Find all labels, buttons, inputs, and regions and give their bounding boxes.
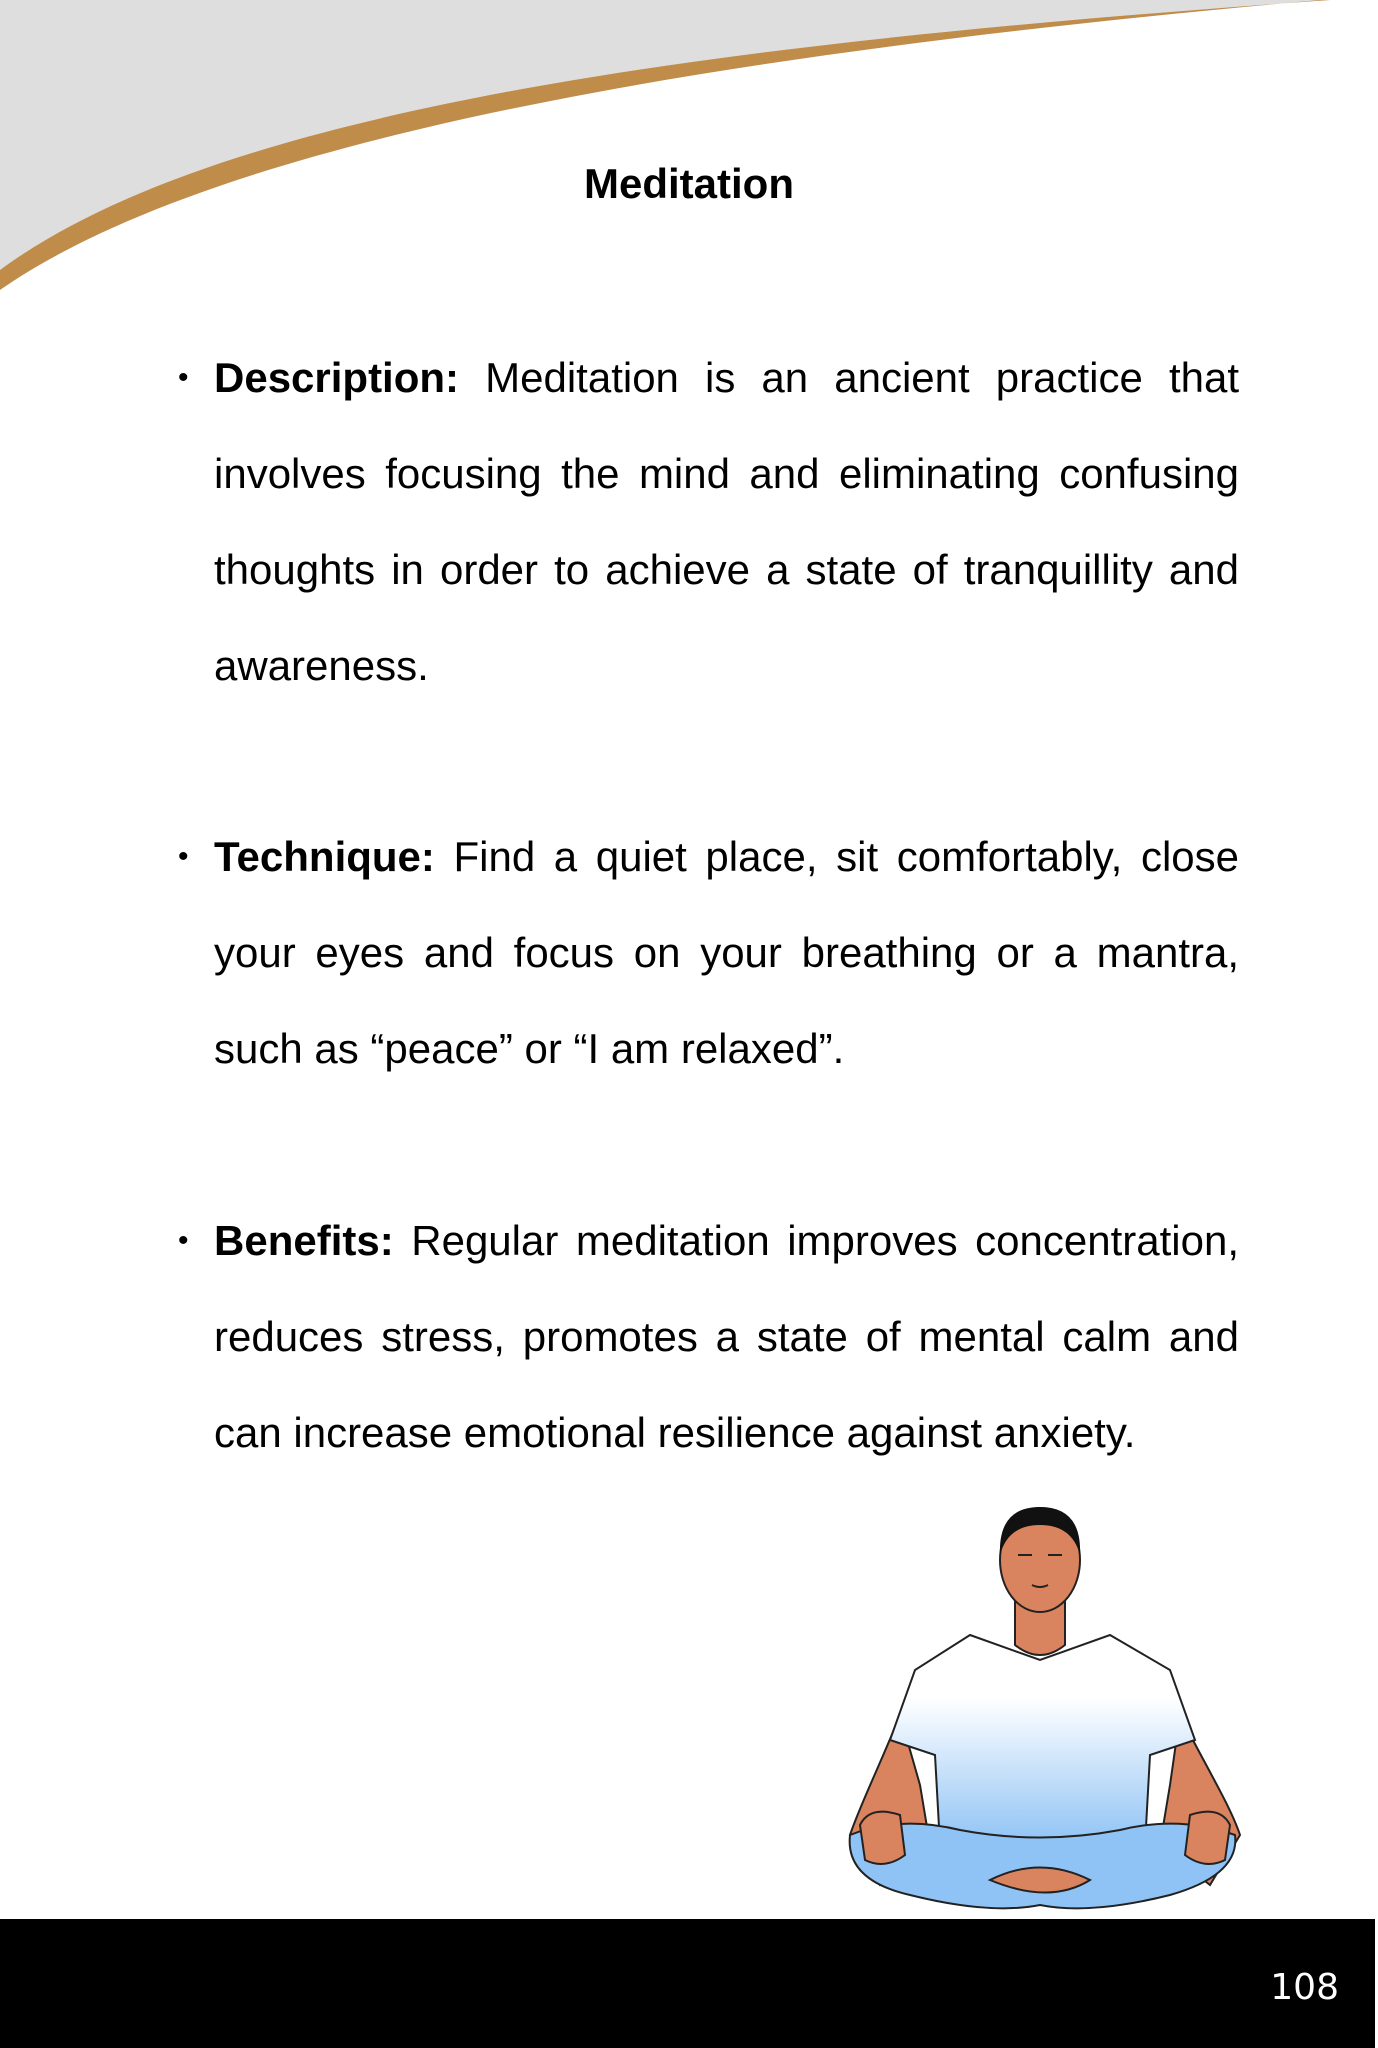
meditating-person-illustration xyxy=(840,1485,1250,1915)
page-footer xyxy=(0,1919,1375,2048)
bullet-dot: • xyxy=(178,840,189,873)
bullet-label: Benefits: xyxy=(214,1217,394,1264)
bullet-text: Meditation is an ancient practice that involves focusing the mind and eliminating confusing thoughts in order to achieve a state of tranquillity and awareness. xyxy=(214,354,1239,689)
page-number: 108 xyxy=(1270,1967,1339,2008)
bullet-dot: • xyxy=(178,361,189,394)
bullet-dot: • xyxy=(178,1224,189,1257)
bullet-text: Regular meditation improves concentration, reduces stress, promotes a state of mental calm and can increase emotional resilience against anxiety. xyxy=(214,1217,1239,1456)
bullet-label: Description: xyxy=(214,354,460,401)
bullet-label: Technique: xyxy=(214,833,435,880)
bullet-technique xyxy=(178,809,1239,1097)
bullet-text: Find a quiet place, sit comfortably, close your eyes and focus on your breathing or a mantra, such as “peace” or “I am relaxed”. xyxy=(214,833,1239,1072)
corner-decoration xyxy=(0,0,1378,300)
bullet-benefits xyxy=(178,1193,1239,1481)
page-title: Meditation xyxy=(584,160,794,207)
bullet-description xyxy=(178,330,1239,714)
